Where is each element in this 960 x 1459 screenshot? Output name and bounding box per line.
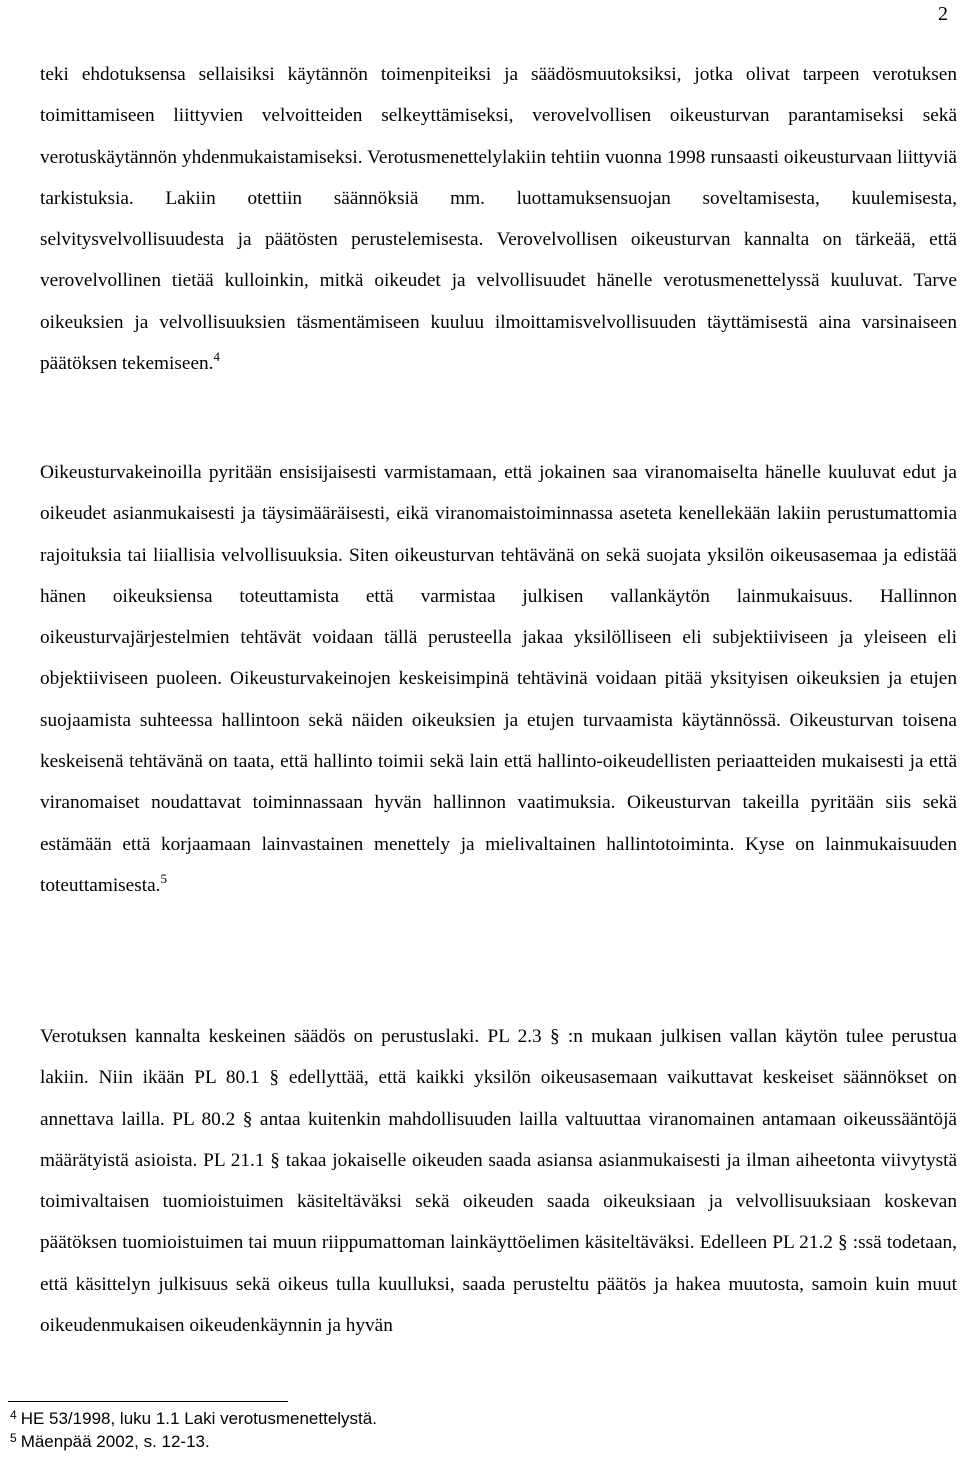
paragraph-3 — [40, 1016, 957, 1346]
page-number: 2 — [938, 3, 948, 25]
paragraph-3-text: Verotuksen kannalta keskeinen säädös on perustuslaki. PL 2.3 § :n mukaan julkisen vallan käytön tulee perustua lakiin. Niin ikään PL 80.1 § edellyttää, että kaikki yksilön oikeusasemaan vaikuttavat keskeiset säännökset on annettava lailla. PL 80.2 § antaa kuitenkin mahdollisuuden lailla valtuuttaa viranomainen antamaan oikeussääntöjä määrätyistä asioista. PL 21.1 § takaa jokaiselle oikeuden saada asiansa asianmukaisesti ja ilman aiheetonta viivytystä toimivaltaisen tuomioistuimen käsiteltäväksi sekä oikeuden saada oikeuksiaan ja velvollisuuksiaan koskevan päätöksen tuomioistuimen tai muun riippumattoman lainkäyttöelimen käsiteltäväksi. Edelleen PL 21.2 § :ssä todetaan, että käsittelyn julkisuus sekä oikeus tulla kuulluksi, saada perusteltu päätös ja hakea muutosta, samoin kuin muut oikeudenmukaisen oikeudenkäynnin ja hyvän — [40, 1026, 957, 1337]
footnote-ref-4[interactable]: 4 — [213, 349, 220, 365]
footnote-4-text: HE 53/1998, luku 1.1 Laki verotusmenettelystä. — [20, 1409, 377, 1428]
footnote-4-number: 4 — [10, 1408, 17, 1422]
footnote-5-number: 5 — [10, 1431, 17, 1445]
paragraph-2 — [40, 452, 957, 906]
footnote-separator — [8, 1401, 288, 1402]
paragraph-2-text: Oikeusturvakeinoilla pyritään ensisijaisesti varmistamaan, että jokainen saa viranomaiselta hänelle kuuluvat edut ja oikeudet asianmukaisesti ja täysimääräisesti, eikä viranomaistoiminnassa aseteta kenellekään lakiin perustumattomia rajoituksia tai liiallisia velvollisuuksia. Siten oikeusturvan tehtävänä on sekä suojata yksilön oikeusasemaa ja edistää hänen oikeuksiensa toteuttamista että varmistaa julkisen vallankäytön lainmukaisuus. Hallinnon oikeusturvajärjestelmien tehtävät voidaan tällä perusteella jakaa yksilölliseen eli subjektiiviseen ja yleiseen eli objektiiviseen puoleen. Oikeusturvakeinojen keskeisimpinä tehtävinä voidaan pitää yksityisen oikeuksien ja etujen suojaamista suhteessa hallintoon sekä näiden oikeuksien ja etujen turvaamista käytännössä. Oikeusturvan toisena keskeisenä tehtävänä on taata, että hallinto toimii sekä lain että hallinto-oikeudellisten periaatteiden mukaisesti ja että viranomaiset noudattavat toiminnassaan hyvän hallinnon vaatimuksia. Oikeusturvan takeilla pyritään siis sekä estämään että korjaamaan lainvastainen menettely ja mielivaltainen hallintotoiminta. Kyse on lainmukaisuuden toteuttamisesta. — [40, 462, 957, 896]
footnote-ref-5[interactable]: 5 — [160, 870, 167, 886]
paragraph-1 — [40, 54, 957, 384]
footnote-5-text: Mäenpää 2002, s. 12-13. — [20, 1432, 210, 1451]
paragraph-1-text: teki ehdotuksensa sellaisiksi käytännön toimenpiteiksi ja säädösmuutoksiksi, jotka olivat tarpeen verotuksen toimittamiseen liittyvien velvoitteiden selkeyttämiseksi, verovelvollisen oikeusturvan parantamiseksi sekä verotuskäytännön yhdenmukaistamiseksi. Verotusmenettelylakiin tehtiin vuonna 1998 runsaasti oikeusturvaan liittyviä tarkistuksia. Lakiin otettiin säännöksiä mm. luottamuksensuojan soveltamisesta, kuulemisesta, selvitysvelvollisuudesta ja päätösten perustelemisesta. Verovelvollisen oikeusturvan kannalta on tärkeää, että verovelvollinen tietää kulloinkin, mitkä oikeudet ja velvollisuudet hänelle verotusmenettelyssä kuuluvat. Tarve oikeuksien ja velvollisuuksien täsmentämiseen kuuluu ilmoittamisvelvollisuuden täyttämisestä aina varsinaiseen päätöksen tekemiseen. — [40, 64, 957, 375]
footnote-4 — [10, 1409, 377, 1430]
footnote-5 — [10, 1432, 210, 1453]
